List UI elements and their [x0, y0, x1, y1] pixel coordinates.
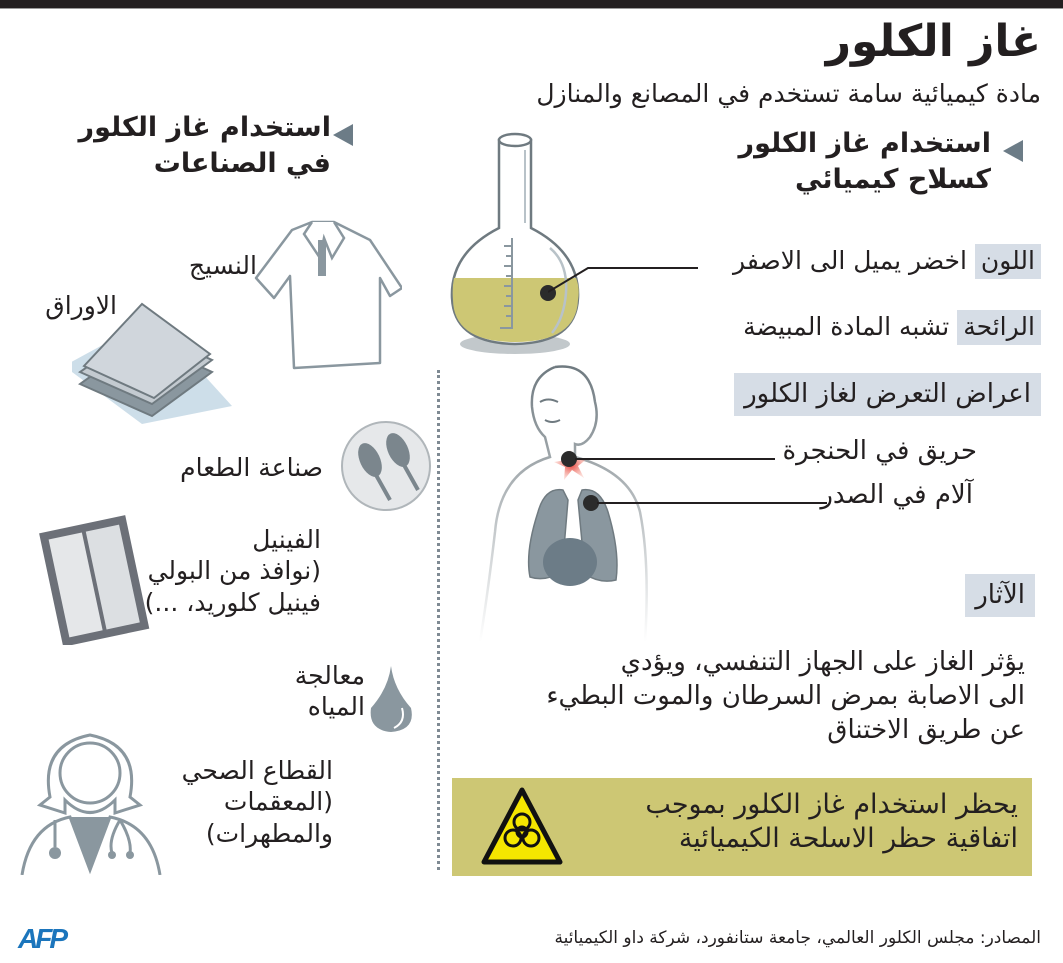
biohazard-icon	[480, 786, 564, 866]
section-bullet-icon	[333, 124, 353, 146]
doctor-icon	[20, 725, 165, 875]
smell-row	[743, 312, 1041, 342]
section-bullet-icon	[1003, 140, 1023, 162]
window-icon	[34, 515, 154, 645]
flask-icon	[440, 128, 590, 358]
industry-vinyl-label: الفينيل (نوافذ من البولي فينيل كلوريد، ...)	[144, 525, 321, 617]
warning-box	[452, 778, 1032, 876]
industry-textile-label: النسيج	[188, 251, 257, 280]
color-label: اللون	[975, 244, 1041, 279]
industry-food-label: صناعة الطعام	[180, 453, 323, 482]
warning-text: يحظر استخدام غاز الكلور بموجب اتفاقية حظر الاسلحة الكيميائية	[645, 789, 1018, 854]
sources-text: المصادر: مجلس الكلور العالمي، جامعة ستانفورد، شركة داو الكيميائية	[554, 928, 1041, 948]
smell-label: الرائحة	[957, 310, 1041, 345]
effects-heading: الآثار	[965, 574, 1035, 617]
symptom-throat: حريق في الحنجرة	[782, 436, 977, 466]
symptoms-heading: اعراض التعرض لغاز الكلور	[734, 373, 1041, 416]
throat-leader-line	[575, 458, 775, 460]
top-bar	[0, 0, 1063, 9]
water-drop-icon	[366, 664, 416, 734]
wheat-icon	[340, 420, 432, 512]
page-title: غاز الكلور	[825, 16, 1041, 67]
effects-text: يؤثر الغاز على الجهاز التنفسي، ويؤدي الى الاصابة بمرض السرطان والموت البطيء عن طريق الاختناق	[546, 647, 1025, 745]
symptom-chest: آلام في الصدر	[820, 480, 973, 510]
afp-logo: AFP	[18, 923, 65, 954]
color-value: اخضر يميل الى الاصفر	[733, 246, 967, 275]
weapon-section-heading: استخدام غاز الكلور كسلاح كيميائي	[738, 128, 991, 196]
column-divider	[437, 370, 440, 870]
smell-value: تشبه المادة المبيضة	[743, 312, 950, 341]
page-subtitle: مادة كيميائية سامة تستخدم في المصانع والمنازل	[536, 79, 1041, 108]
shirt-icon	[252, 218, 402, 378]
color-row	[733, 246, 1041, 276]
chest-leader-line	[597, 502, 827, 504]
industry-section-heading: استخدام غاز الكلور في الصناعات	[78, 112, 331, 180]
industry-paper-label: الاوراق	[45, 291, 117, 320]
color-leader-line	[548, 262, 698, 296]
industry-health-label: القطاع الصحي (المعقمات والمطهرات)	[181, 756, 333, 848]
industry-water-label: معالجة المياه	[294, 661, 365, 722]
